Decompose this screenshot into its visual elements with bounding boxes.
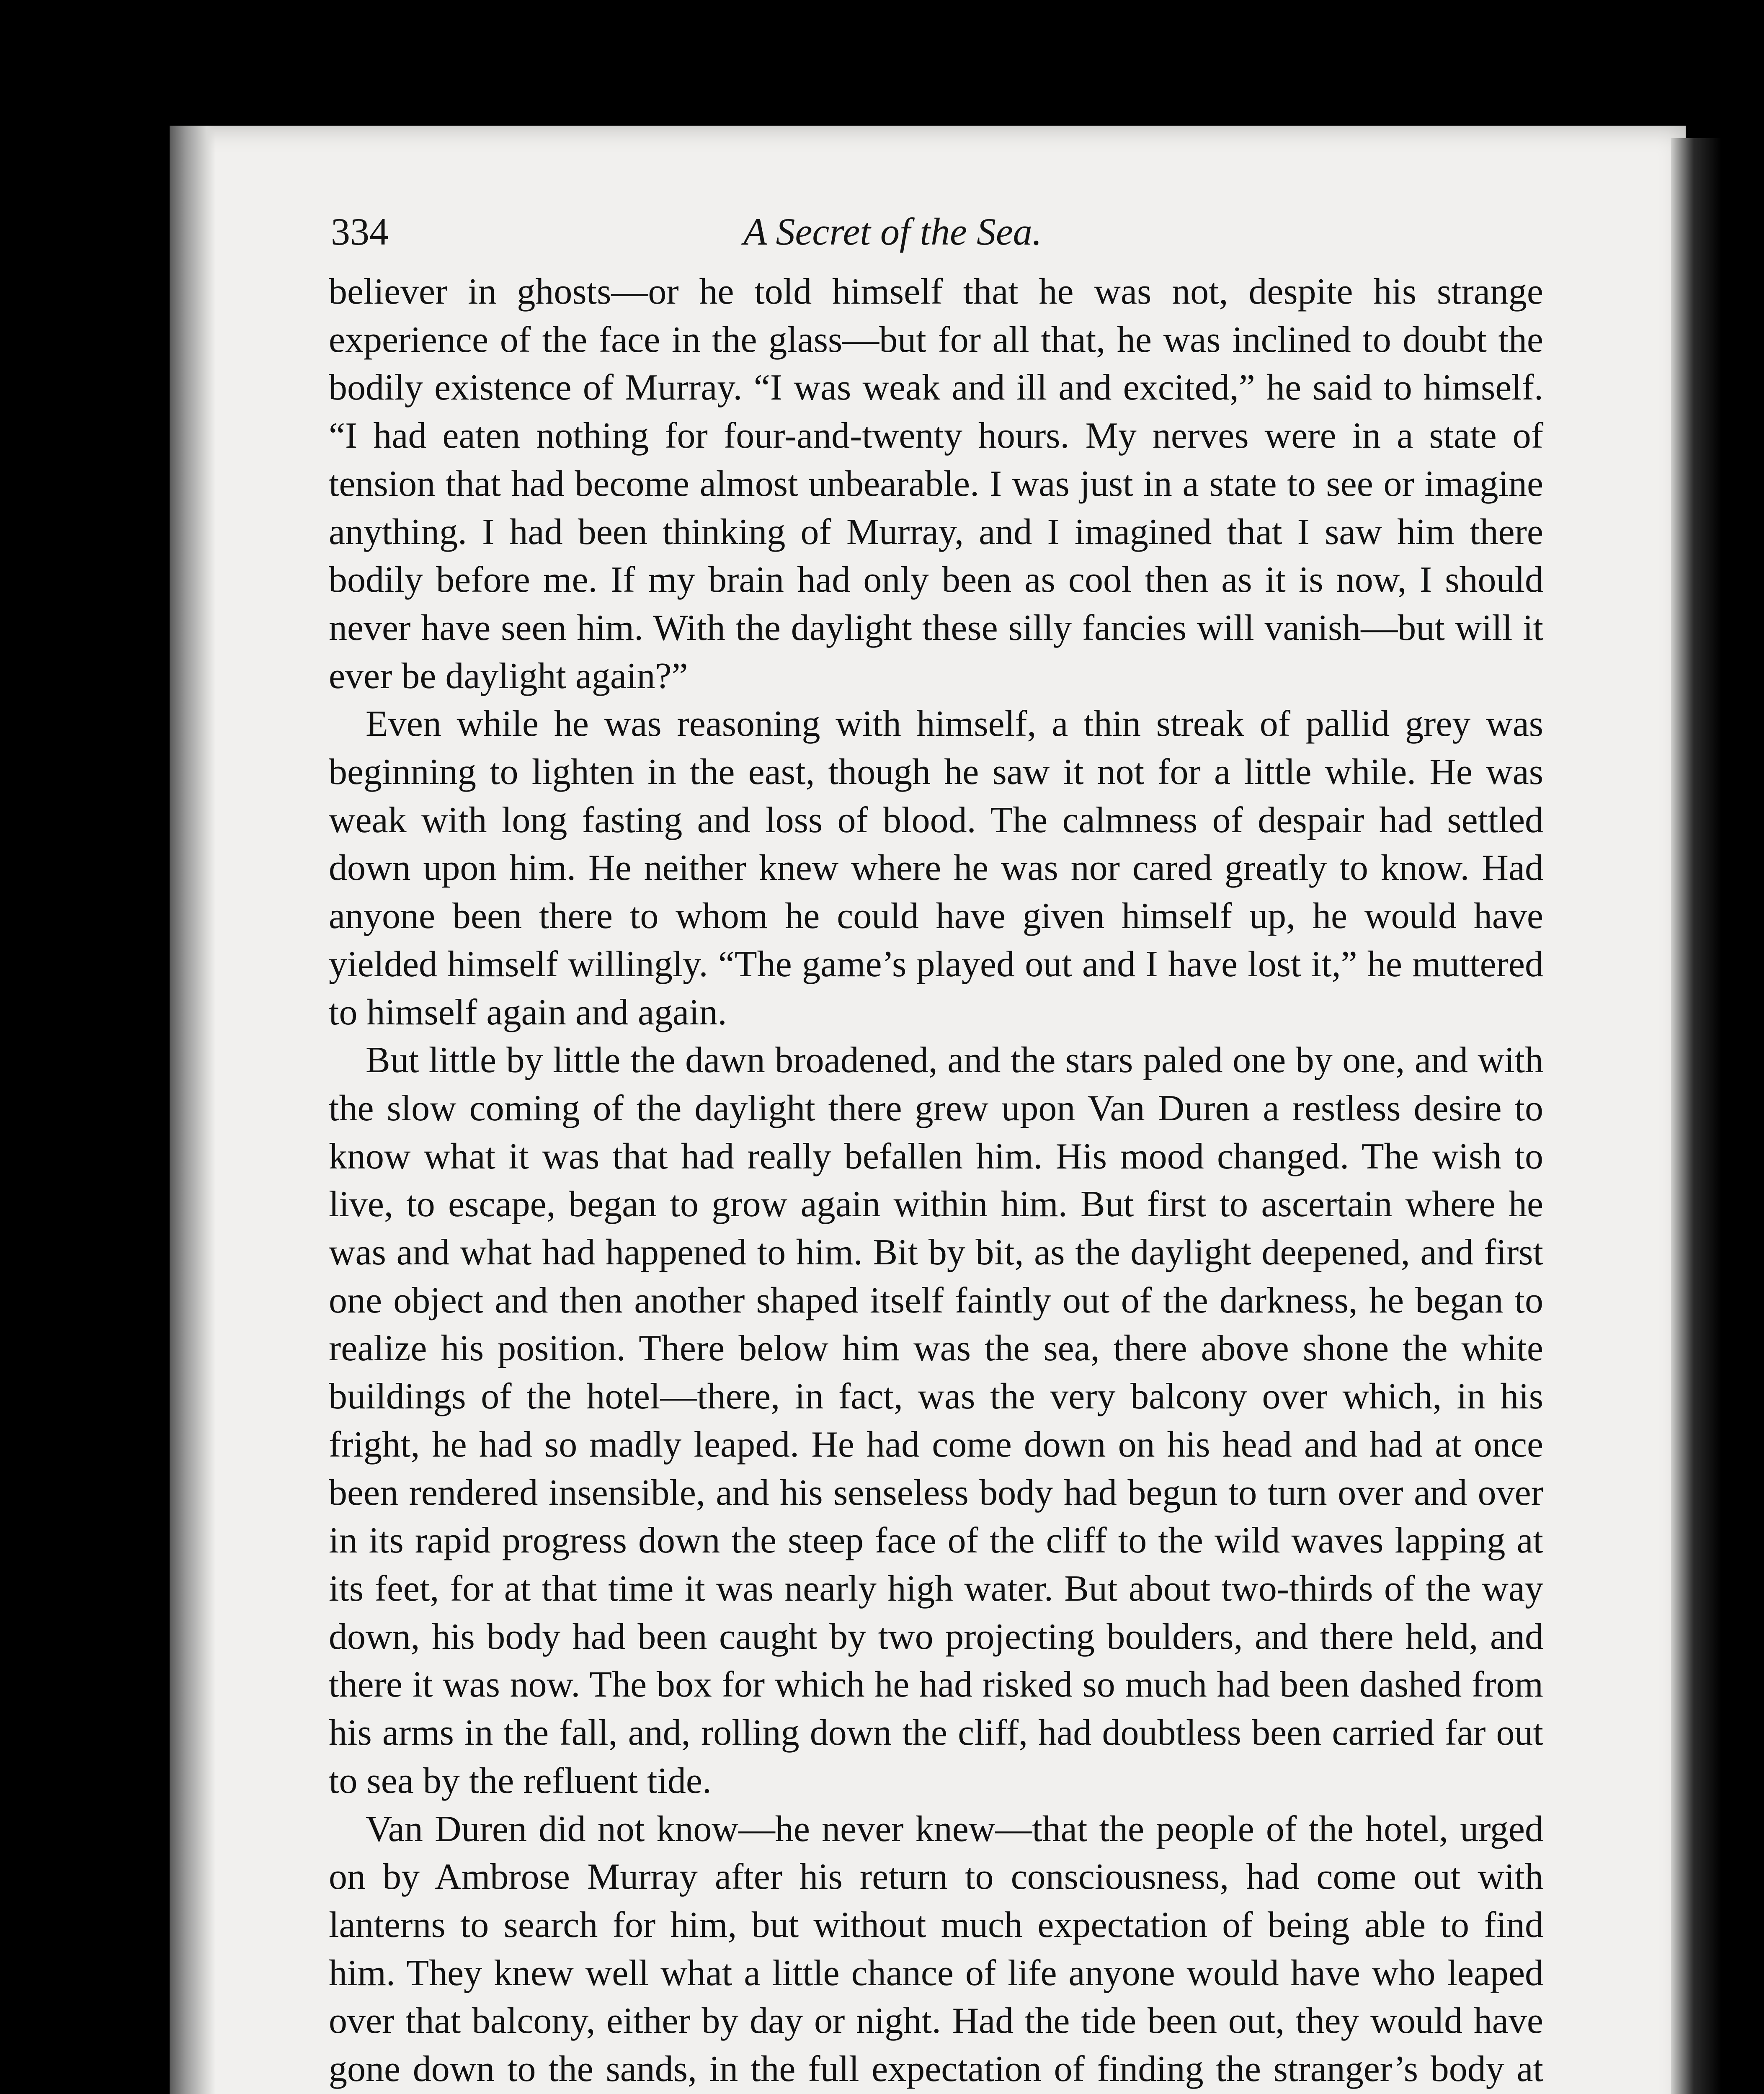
paragraph-2: Even while he was reasoning with himself, a thin streak of pallid grey was beginning to lighten in the east, though he saw it not for a little while. He was weak with long fasting and loss of blood. The calmness of despair had settled down upon him. He neither knew where he was nor cared greatly to know. Had anyone been there to whom he could have given himself up, he would have yielded himself willingly. “The game’s played out and I have lost it,” he muttered to himself again and again.: [329, 704, 1543, 1033]
paragraph-1: believer in ghosts—or he told himself that he was not, despite his strange experience of the face in the glass—but for all that, he was inclined to doubt the bodily existence of Murray. “I was weak and ill and excited,” he said to himself. “I had eaten nothing for four-and-twenty hours. My nerves were in a state of tension that had become almost unbearable. I was just in a state to see or imagine anything. I had been thinking of Murray, and I imagined that I saw him there bodily before me. If my brain had only been as cool then as it is now, I should never have seen him. With the daylight these silly fancies will vanish—but will it ever be daylight again?”: [329, 271, 1543, 696]
body-text: [329, 268, 1543, 2094]
paragraph-4: Van Duren did not know—he never knew—that the people of the hotel, urged on by Ambrose Murray after his return to consciousness, had come out with lanterns to search for him, but without much expectation of being able to find him. They knew well what a little chance of life anyone would have who leaped over that balcony, either by day or night. Had the tide been out, they would have gone down to the sands, in the full expectation of finding the stranger’s body at: [329, 1808, 1543, 2090]
page-number: 334: [331, 210, 389, 253]
running-title: A Secret of the Sea.: [743, 210, 1042, 253]
binding-shadow: [170, 126, 216, 2094]
paragraph-3: But little by little the dawn broadened, and the stars paled one by one, and with the slow coming of the daylight there grew upon Van Duren a restless desire to know what it was that had really befallen him. His mood changed. The wish to live, to escape, began to grow again within him. But first to ascertain where he was and what had happened to him. Bit by bit, as the daylight deepened, and first one object and then another shaped itself faintly out of the darkness, he began to realize his position. There below him was the sea, there above shone the white buildings of the hotel—there, in fact, was the very balcony over which, in his fright, he had so madly leaped. He had come down on his head and had at once been rendered insensible, and his senseless body had begun to turn over and over in its rapid progress down the steep face of the cliff to the wild waves lapping at its feet, for at that time it was nearly high water. But about two-thirds of the way down, his body had been caught by two projecting boulders, and there held, and there it was now. The box for which he had risked so much had been dashed from his arms in the fall, and, rolling down the cliff, had doubtless been carried far out to sea by the refluent tide.: [329, 1040, 1543, 1801]
page-edge: [1671, 138, 1721, 2094]
page-header: [331, 209, 1545, 260]
